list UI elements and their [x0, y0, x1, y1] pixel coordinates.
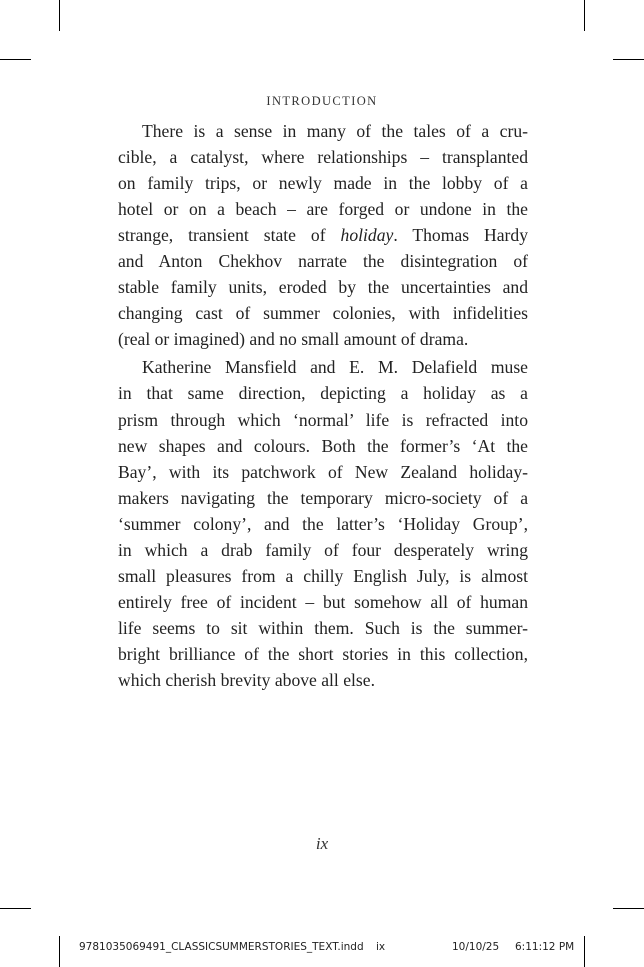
text-line: There is a sense in many of the tales of a cru-: [142, 121, 528, 141]
slug-page: ix: [376, 941, 386, 953]
slug-time: 6:11:12 PM: [515, 941, 575, 953]
text-line: bright brilliance of the short stories in this collection,: [118, 643, 528, 664]
text-line: prism through which ‘normal’ life is refracted into: [118, 409, 528, 430]
print-slug: [0, 939, 644, 959]
text-segment: . Thomas Hardy: [393, 225, 528, 246]
crop-mark-top-right-horizontal: [613, 59, 644, 60]
page-number: ix: [315, 834, 329, 853]
crop-mark-top-right-vertical: [584, 0, 585, 31]
text-line: [118, 222, 528, 248]
text-line: which cherish brevity above all else.: [118, 669, 375, 690]
text-segment: strange, transient state of: [118, 225, 341, 246]
text-line: cible, a catalyst, where relationships – transplanted: [118, 147, 528, 168]
text-line: makers navigating the temporary micro-society of a: [118, 487, 528, 508]
crop-mark-bottom-right-horizontal: [613, 908, 644, 909]
text-line: in that same direction, depicting a holiday as a: [118, 383, 528, 404]
running-head: INTRODUCTION: [266, 94, 378, 108]
text-line: (real or imagined) and no small amount of drama.: [118, 329, 469, 350]
text-line: entirely free of incident – but somehow all of human: [118, 591, 528, 612]
paragraph-2: [118, 354, 528, 693]
text-line: new shapes and colours. Both the former’s ‘At the: [118, 435, 528, 456]
crop-mark-bottom-left-horizontal: [0, 908, 31, 909]
italic-word: holiday: [340, 225, 394, 246]
text-line: on family trips, or newly made in the lobby of a: [118, 173, 528, 194]
text-line: changing cast of summer colonies, with infidelities: [118, 303, 528, 324]
text-line: small pleasures from a chilly English July, is almost: [118, 565, 528, 586]
crop-mark-top-left-vertical: [59, 0, 60, 31]
text-line: stable family units, eroded by the uncertainties and: [118, 277, 528, 298]
text-line: hotel or on a beach – are forged or undone in the: [118, 199, 528, 220]
text-line: Bay’, with its patchwork of New Zealand holiday-: [118, 461, 528, 482]
paragraph-1: [118, 118, 528, 352]
body-text: [118, 118, 528, 693]
crop-mark-top-left-horizontal: [0, 59, 31, 60]
slug-filename: 9781035069491_CLASSICSUMMERSTORIES_TEXT.indd: [79, 941, 364, 953]
text-line: and Anton Chekhov narrate the disintegration of: [118, 251, 528, 272]
text-line: Katherine Mansfield and E. M. Delafield muse: [142, 357, 528, 378]
text-line: life seems to sit within them. Such is the summer-: [118, 617, 528, 638]
slug-date: 10/10/25: [452, 941, 500, 953]
text-line: in which a drab family of four desperately wring: [118, 539, 528, 560]
text-line: ‘summer colony’, and the latter’s ‘Holiday Group’,: [118, 513, 528, 534]
